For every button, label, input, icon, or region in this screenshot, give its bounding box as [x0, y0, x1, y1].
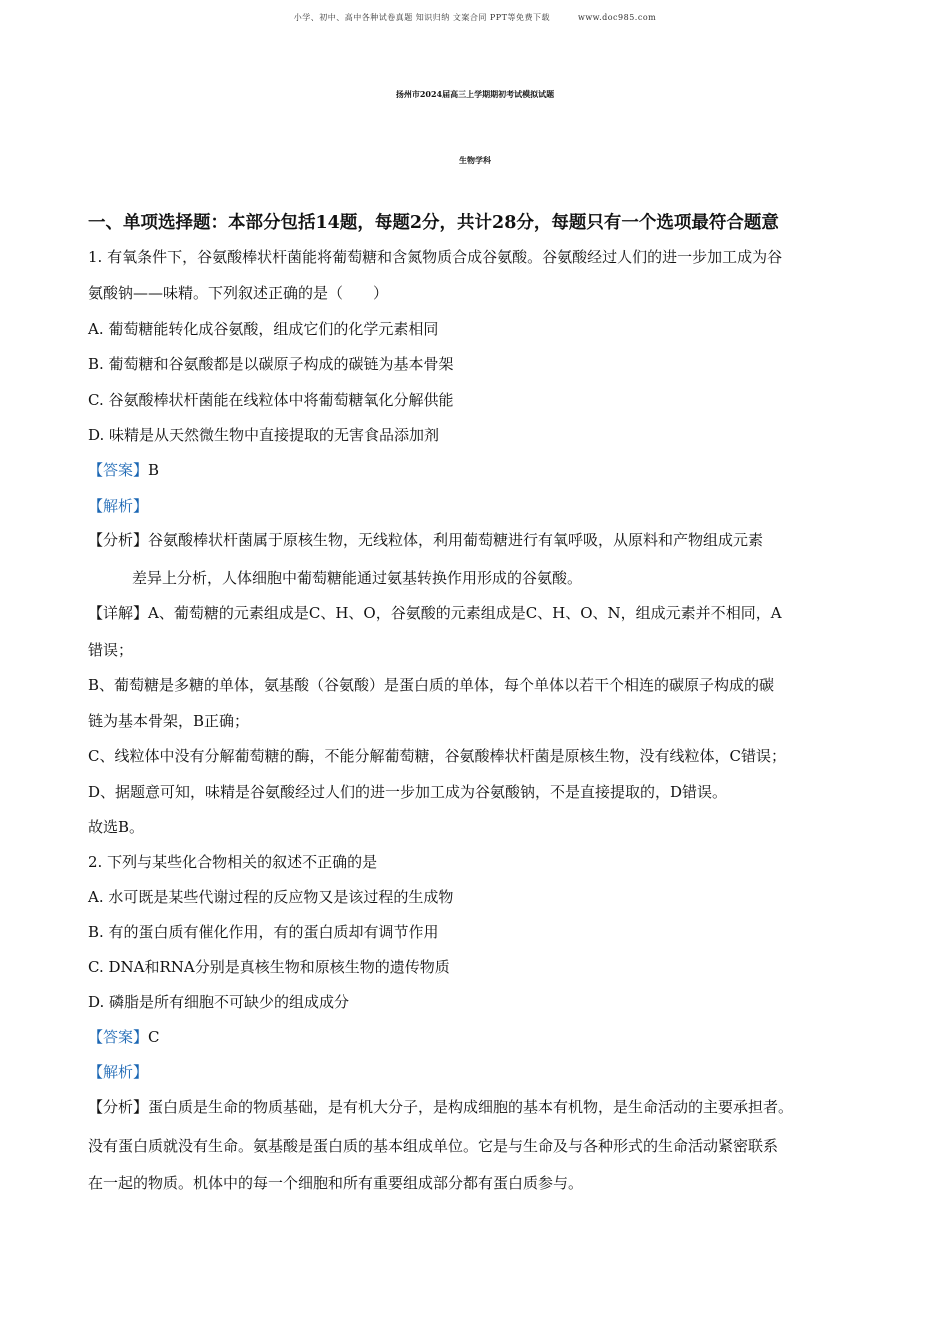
q2-fenxi-line3: 在一起的物质。机体中的每一个细胞和所有重要组成部分都有蛋白质参与。 [88, 1174, 584, 1192]
site-url: www.doc985.com [577, 13, 657, 22]
q1-option-c: C. 谷氨酸棒状杆菌能在线粒体中将葡萄糖氧化分解供能 [88, 391, 454, 409]
answer-tag: 【答案】 [88, 1028, 149, 1046]
q1-stem-line2: 氨酸钠——味精。下列叙述正确的是（ ） [88, 284, 389, 302]
section-heading: 一、单项选择题：本部分包括14题，每题2分，共计28分，每题只有一个选项最符合题意 [88, 213, 779, 233]
q2-option-b: B. 有的蛋白质有催化作用，有的蛋白质却有调节作用 [88, 923, 439, 941]
q2-option-d: D. 磷脂是所有细胞不可缺少的组成成分 [88, 993, 350, 1011]
q1-conclusion: 故选B。 [88, 818, 145, 836]
fenxi-text: 谷氨酸棒状杆菌属于原核生物，无线粒体，利用葡萄糖进行有氧呼吸，从原料和产物组成元素 [148, 531, 764, 549]
detail-tag: 【详解】 [88, 604, 149, 622]
q1-option-a: A. 葡萄糖能转化成谷氨酸，组成它们的化学元素相同 [88, 320, 439, 338]
subject-title: 生物学科 [459, 155, 491, 165]
q1-analysis-tag [88, 496, 148, 516]
exam-title: 扬州市2024届高三上学期期初考试模拟试题 [395, 89, 555, 99]
fenxi-tag: 【分析】 [88, 531, 149, 549]
answer-value: C [148, 1028, 160, 1046]
fenxi-text: 蛋白质是生命的物质基础，是有机大分子，是构成细胞的基本有机物，是生命活动的主要承担者。 [148, 1098, 794, 1116]
q1-answer [88, 460, 159, 480]
banner-text: 小学、初中、高中各种试卷真题 知识归纳 文案合同 PPT等免费下载 [293, 13, 550, 22]
q1-detail-b1: B、葡萄糖是多糖的单体，氨基酸（谷氨酸）是蛋白质的单体，每个单体以若干个相连的碳原子构成的碳 [88, 676, 775, 694]
q1-detail-b2: 链为基本骨架，B正确； [88, 712, 250, 730]
analysis-tag: 【解析】 [88, 497, 149, 515]
fenxi-tag: 【分析】 [88, 1098, 149, 1116]
header-banner [0, 12, 950, 23]
q1-option-b: B. 葡萄糖和谷氨酸都是以碳原子构成的碳链为基本骨架 [88, 355, 454, 373]
q1-detail-a1 [88, 603, 782, 623]
q2-fenxi-line1 [88, 1097, 793, 1117]
q2-option-c: C. DNA和RNA分别是真核生物和原核生物的遗传物质 [88, 958, 450, 976]
q2-option-a: A. 水可既是某些代谢过程的反应物又是该过程的生成物 [88, 888, 454, 906]
q2-stem: 2. 下列与某些化合物相关的叙述不正确的是 [88, 853, 378, 871]
q1-detail-c: C、线粒体中没有分解葡萄糖的酶，不能分解葡萄糖，谷氨酸棒状杆菌是原核生物，没有线粒体，C错误； [88, 747, 786, 765]
answer-value: B [148, 461, 160, 479]
analysis-tag: 【解析】 [88, 1063, 149, 1081]
q2-analysis-tag [88, 1062, 148, 1082]
q1-option-d: D. 味精是从天然微生物中直接提取的无害食品添加剂 [88, 426, 440, 444]
q1-stem-line1: 1. 有氧条件下，谷氨酸棒状杆菌能将葡萄糖和含氮物质合成谷氨酸。谷氨酸经过人们的进一步加工成为谷 [88, 248, 783, 266]
detail-a-text: A、葡萄糖的元素组成是C、H、O，谷氨酸的元素组成是C、H、O、N，组成元素并不相同，A [148, 604, 782, 622]
q1-fenxi-line2: 差异上分析，人体细胞中葡萄糖能通过氨基转换作用形成的谷氨酸。 [132, 569, 583, 587]
q2-fenxi-line2: 没有蛋白质就没有生命。氨基酸是蛋白质的基本组成单位。它是与生命及与各种形式的生命活动紧密联系 [88, 1137, 779, 1155]
q1-detail-a2: 错误； [88, 641, 134, 659]
answer-tag: 【答案】 [88, 461, 149, 479]
q1-fenxi-line1 [88, 530, 763, 550]
q2-answer [88, 1027, 160, 1047]
q1-detail-d: D、据题意可知，味精是谷氨酸经过人们的进一步加工成为谷氨酸钠，不是直接提取的，D错误。 [88, 783, 728, 801]
